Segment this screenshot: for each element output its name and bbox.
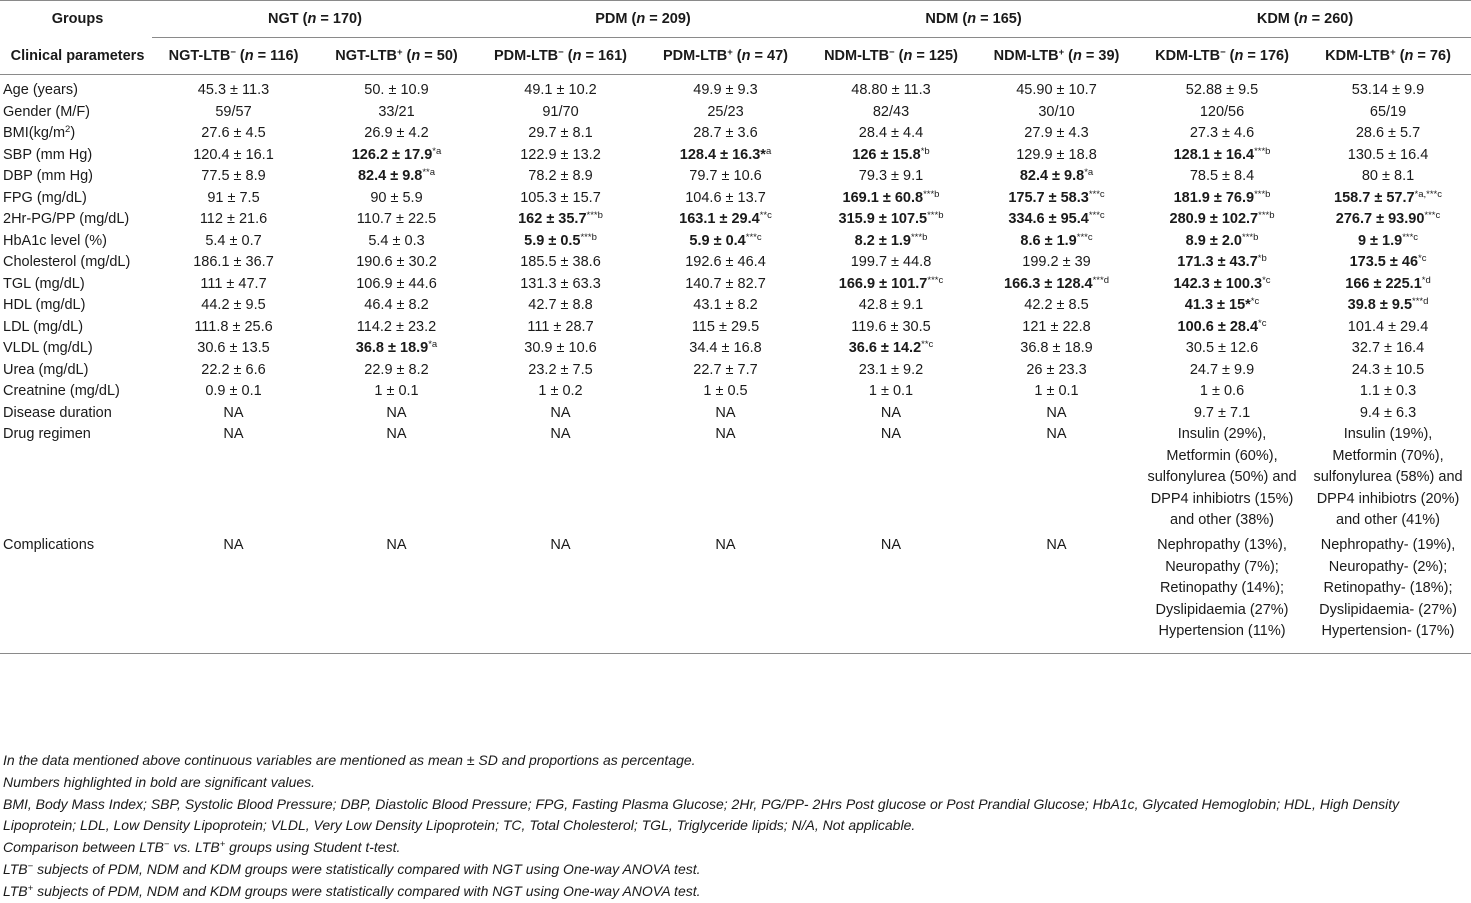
table-cell: NA xyxy=(643,535,808,654)
drug-regimen-kdm-ltb-neg: Insulin (29%), Metformin (60%), sulfonylurea (50%) and DPP4 inhibiotrs (15%) and other (38%) xyxy=(1147,426,1297,528)
table-cell: 30.9 ± 10.6 xyxy=(524,340,597,356)
table-cell: 119.6 ± 30.5 xyxy=(851,318,931,335)
table-cell: 26 ± 23.3 xyxy=(1026,361,1087,378)
row-label: Complications xyxy=(0,535,152,654)
table-row xyxy=(0,166,1471,188)
table-cell: 91/70 xyxy=(542,103,579,120)
table-cell: $82.4 \pm 9.8^{*a}$ xyxy=(1019,167,1094,184)
table-cell: 50. ± 10.9 xyxy=(364,82,429,98)
table-row xyxy=(0,231,1471,253)
table-row xyxy=(0,317,1471,339)
table-cell: 46.4 ± 8.2 xyxy=(364,297,429,313)
table-cell: NA xyxy=(550,404,571,421)
subgroup-header: KDM-LTB+ (n = 76) xyxy=(1305,38,1471,75)
table-cell: $8.2 \pm 1.9^{***b}$ xyxy=(854,231,928,249)
table-cell: 78.5 ± 8.4 xyxy=(1189,168,1255,184)
table-cell: $169.1 \pm 60.8^{***b}$ xyxy=(842,188,940,206)
table-cell: $166 \pm 225.1^{*d}$ xyxy=(1345,274,1431,292)
table-cell: NA xyxy=(715,404,736,421)
row-label: Age (years) xyxy=(3,82,78,98)
table-cell: 190.6 ± 30.2 xyxy=(356,254,437,270)
complications-kdm-ltb-pos: Nephropathy- (19%), Neuropathy- (2%); Retinopathy- (18%); Dyslipidaemia- (27%) Hypertension- (17%) xyxy=(1305,535,1471,654)
table-row xyxy=(0,252,1471,274)
table-cell: 45.90 ± 10.7 xyxy=(1016,82,1097,98)
table-row xyxy=(0,209,1471,231)
table-cell: NA xyxy=(550,426,571,442)
table-cell: 77.5 ± 8.9 xyxy=(201,168,266,184)
table-cell: 101.4 ± 29.4 xyxy=(1347,318,1429,335)
table-cell: $36.6 \pm 14.2^{**c}$ xyxy=(848,339,934,356)
table-cell: 1 ± 0.2 xyxy=(538,383,583,399)
table-cell: 59/57 xyxy=(215,103,252,120)
group-header-ndm: NDM (n = 165) xyxy=(808,1,1139,38)
table-cell: 5.4 ± 0.3 xyxy=(368,232,425,249)
table-cell: 0.9 ± 0.1 xyxy=(205,383,262,399)
table-cell: 79.3 ± 9.1 xyxy=(858,168,924,184)
drug-regimen-kdm-ltb-pos: Insulin (19%), Metformin (70%), sulfonylurea (58%) and DPP4 inhibiotrs (20%) and other (41%) xyxy=(1313,426,1463,528)
table-cell: NA xyxy=(880,426,902,442)
table-cell: 110.7 ± 22.5 xyxy=(356,211,437,227)
table-cell: $171.3 \pm 43.7^{*b}$ xyxy=(1177,253,1267,270)
table-cell: 24.3 ± 10.5 xyxy=(1351,361,1425,378)
table-cell: 90 ± 5.9 xyxy=(370,189,423,206)
table-cell: NA xyxy=(152,535,315,654)
table-cell: 52.88 ± 9.5 xyxy=(1185,82,1259,98)
table-cell: 1 ± 0.5 xyxy=(703,383,748,399)
table-cell: 28.6 ± 5.7 xyxy=(1355,125,1421,141)
subgroup-header: PDM-LTB− (n = 161) xyxy=(478,38,643,75)
table-cell: 65/19 xyxy=(1369,103,1407,120)
table-row xyxy=(0,403,1471,425)
table-footnotes xyxy=(3,750,1463,903)
table-cell: 49.1 ± 10.2 xyxy=(524,82,597,98)
subgroup-header: PDM-LTB+ (n = 47) xyxy=(643,38,808,75)
footnote: BMI, Body Mass Index; SBP, Systolic Blood Pressure; DBP, Diastolic Blood Pressure; FPG, Fasting Plasma Glucose; 2Hr, PG/PP- 2Hrs Post glucose or Post Prandial Glucose; HbA1c, Glycated Hemoglobin; HDL, High Density xyxy=(3,795,1400,812)
table-cell: 112 ± 21.6 xyxy=(199,211,268,227)
table-cell: $315.9 \pm 107.5^{***b}$ xyxy=(838,210,944,227)
table-cell: NA xyxy=(1046,426,1067,442)
table-cell: $276.7 \pm 93.90^{***c}$ xyxy=(1335,210,1441,227)
table-cell: 24.7 ± 9.9 xyxy=(1189,361,1255,378)
table-cell: 42.8 ± 9.1 xyxy=(858,297,924,313)
row-label: Creatnine (mg/dL) xyxy=(3,383,120,399)
table-cell: $162 \pm 35.7^{***b}$ xyxy=(518,210,603,227)
table-row xyxy=(0,123,1471,145)
table-cell: NA xyxy=(478,535,643,654)
table-cell: 5.4 ± 0.7 xyxy=(205,232,262,249)
table-row xyxy=(0,75,1471,102)
table-cell: 26.9 ± 4.2 xyxy=(364,125,429,141)
row-label: TGL (mg/dL) xyxy=(3,275,85,292)
subgroup-header: NGT-LTB− (n = 116) xyxy=(152,38,315,75)
table-cell: 22.7 ± 7.7 xyxy=(693,361,758,378)
row-label: SBP (mm Hg) xyxy=(3,146,93,163)
table-cell: 49.9 ± 9.3 xyxy=(693,82,758,98)
footnote: In the data mentioned above continuous variables are mentioned as mean ± SD and proportions as percentage. xyxy=(3,752,696,768)
table-cell: 42.2 ± 8.5 xyxy=(1024,297,1089,313)
table-cell: 185.5 ± 38.6 xyxy=(520,254,601,270)
table-cell: NA xyxy=(715,426,736,442)
table-body xyxy=(0,75,1471,654)
table-cell: $9 \pm 1.9^{***c}$ xyxy=(1357,231,1419,249)
table-cell: 34.4 ± 16.8 xyxy=(689,340,762,356)
table-cell: 1 ± 0.1 xyxy=(374,383,419,399)
row-label: LDL (mg/dL) xyxy=(3,318,84,335)
table-row xyxy=(0,360,1471,382)
table-cell: 121 ± 22.8 xyxy=(1022,318,1091,335)
table-cell: 1 ± 0.1 xyxy=(868,383,914,399)
table-cell: NA xyxy=(386,404,407,421)
table-cell: 48.80 ± 11.3 xyxy=(851,82,931,98)
subgroup-header: KDM-LTB− (n = 176) xyxy=(1139,38,1305,75)
table-cell: $128.1 \pm 16.4^{***b}$ xyxy=(1173,145,1271,163)
table-cell: 120/56 xyxy=(1199,103,1245,120)
table-cell: $173.5 \pm 46^{*c}$ xyxy=(1349,253,1427,270)
table-cell: NA xyxy=(315,535,478,654)
table-cell: NA xyxy=(223,426,244,442)
table-cell: $158.7 \pm 57.7^{*a,***c}$ xyxy=(1334,188,1443,206)
table-cell: 30.6 ± 13.5 xyxy=(197,340,270,356)
table-cell: 27.9 ± 4.3 xyxy=(1024,125,1089,141)
table-row xyxy=(0,295,1471,317)
table-row xyxy=(0,102,1471,124)
table-cell: $8.9 \pm 2.0^{***b}$ xyxy=(1185,231,1259,249)
table-cell: 140.7 ± 82.7 xyxy=(685,275,766,292)
table-cell: $334.6 \pm 95.4^{***c}$ xyxy=(1008,210,1105,227)
table-cell: 105.3 ± 15.7 xyxy=(520,189,601,206)
row-label: Gender (M/F) xyxy=(3,103,91,120)
table-cell: 41.3 ± 15*$^{*c}$ xyxy=(1184,296,1260,313)
table-cell: 23.1 ± 9.2 xyxy=(858,361,924,378)
row-label: Urea (mg/dL) xyxy=(3,361,89,378)
table-cell: 32.7 ± 16.4 xyxy=(1351,340,1425,356)
table-cell: 128.4 ± 16.3*$^a$ xyxy=(679,145,772,163)
table-cell: 79.7 ± 10.6 xyxy=(689,168,762,184)
table-cell: 28.4 ± 4.4 xyxy=(858,125,924,141)
table-cell: $8.6 \pm 1.9^{***c}$ xyxy=(1020,231,1093,249)
table-cell: $163.1 \pm 29.4^{**c}$ xyxy=(679,210,772,227)
table-row-complications xyxy=(0,535,1471,654)
footnote: LTB+ subjects of PDM, NDM and KDM groups were statistically compared with NGT using One-way ANOVA test. xyxy=(3,882,701,899)
table-cell: 1 ± 0.6 xyxy=(1199,383,1245,399)
row-label: HDL (mg/dL) xyxy=(3,297,86,313)
table-cell: 82/43 xyxy=(872,103,910,120)
table-cell: $175.7 \pm 58.3^{***c}$ xyxy=(1008,188,1105,206)
table-cell: 1.1 ± 0.3 xyxy=(1359,383,1417,399)
footnote: Comparison between LTB− vs. LTB+ groups using Student t-test. xyxy=(3,839,401,856)
table-cell: NA xyxy=(880,404,902,421)
row-label: Cholesterol (mg/dL) xyxy=(3,254,131,270)
table-cell: 45.3 ± 11.3 xyxy=(197,82,270,98)
row-label: HbA1c level (%) xyxy=(3,232,107,249)
table-cell: NA xyxy=(223,404,244,421)
table-cell: 122.9 ± 13.2 xyxy=(520,146,601,163)
table-cell: $100.6 \pm 28.4^{*c}$ xyxy=(1177,317,1267,335)
table-cell: 43.1 ± 8.2 xyxy=(693,297,758,313)
table-cell: $36.8 \pm 18.9^{*a}$ xyxy=(355,339,438,356)
table-cell: 33/21 xyxy=(378,103,415,120)
row-label: VLDL (mg/dL) xyxy=(3,340,93,356)
table-cell: 130.5 ± 16.4 xyxy=(1347,146,1429,163)
clinical-parameters-label: Clinical parameters xyxy=(0,38,152,75)
table-cell: 111 ± 47.7 xyxy=(200,275,267,292)
group-header-row xyxy=(0,1,1471,38)
table-cell: $181.9 \pm 76.9^{***b}$ xyxy=(1173,188,1271,206)
groups-label: Groups xyxy=(0,1,152,38)
table-cell: $280.9 \pm 102.7^{***b}$ xyxy=(1169,210,1275,227)
table-cell: 129.9 ± 18.8 xyxy=(1016,146,1097,163)
table-cell: 9.4 ± 6.3 xyxy=(1359,404,1417,421)
subgroup-header: NGT-LTB+ (n = 50) xyxy=(315,38,478,75)
table-cell: 29.7 ± 8.1 xyxy=(528,125,593,141)
table-cell: $126 \pm 15.8^{*b}$ xyxy=(852,145,930,163)
table-cell: 42.7 ± 8.8 xyxy=(528,297,593,313)
group-header-kdm: KDM (n = 260) xyxy=(1139,1,1471,38)
table-cell: $82.4 \pm 9.8^{**a}$ xyxy=(357,167,436,184)
table-row xyxy=(0,145,1471,167)
table-cell: 22.9 ± 8.2 xyxy=(364,361,429,378)
table-cell: 36.8 ± 18.9 xyxy=(1020,340,1093,356)
row-label: Disease duration xyxy=(3,404,112,421)
table-cell: 30/10 xyxy=(1038,103,1075,120)
table-cell: 80 ± 8.1 xyxy=(1361,168,1415,184)
table-cell: 44.2 ± 9.5 xyxy=(201,297,266,313)
table-cell: $166.9 \pm 101.7^{***c}$ xyxy=(838,274,944,292)
table-row xyxy=(0,274,1471,296)
table-cell: 91 ± 7.5 xyxy=(207,189,260,206)
row-label: $BMI(kg/m^2)$ xyxy=(3,124,76,141)
subgroup-header: NDM-LTB− (n = 125) xyxy=(808,38,974,75)
table-cell: 115 ± 29.5 xyxy=(691,318,760,335)
table-cell: $5.9 \pm 0.5^{***b}$ xyxy=(524,231,597,249)
row-label: 2Hr-PG/PP (mg/dL) xyxy=(3,211,130,227)
group-header-pdm: PDM (n = 209) xyxy=(478,1,808,38)
row-label: DBP (mm Hg) xyxy=(3,168,93,184)
table-cell: 104.6 ± 13.7 xyxy=(685,189,766,206)
table-cell: $126.2 \pm 17.9^{*a}$ xyxy=(351,145,442,163)
table-cell: NA xyxy=(1046,404,1067,421)
table-row xyxy=(0,381,1471,403)
table-cell: 120.4 ± 16.1 xyxy=(193,146,274,163)
group-header-ngt: NGT (n = 170) xyxy=(152,1,478,38)
table-cell: 25/23 xyxy=(707,103,744,120)
table-cell: $39.8 \pm 9.5^{***d}$ xyxy=(1347,296,1429,313)
table-cell: 28.7 ± 3.6 xyxy=(693,125,758,141)
table-cell: 23.2 ± 7.5 xyxy=(528,361,593,378)
table-cell: 27.3 ± 4.6 xyxy=(1189,125,1255,141)
table-cell: $5.9 \pm 0.4^{***c}$ xyxy=(689,231,762,249)
table-cell: 1 ± 0.1 xyxy=(1034,383,1079,399)
footnote: LTB− subjects of PDM, NDM and KDM groups were statistically compared with NGT using One-way ANOVA test. xyxy=(3,860,701,877)
table-cell: 27.6 ± 4.5 xyxy=(201,125,266,141)
table-cell: 131.3 ± 63.3 xyxy=(520,275,601,292)
table-cell: NA xyxy=(974,535,1139,654)
table-cell: NA xyxy=(386,426,407,442)
table-cell: 53.14 ± 9.9 xyxy=(1351,82,1425,98)
table-cell: $166.3 \pm 128.4^{***d}$ xyxy=(1004,274,1109,292)
table-cell: 199.7 ± 44.8 xyxy=(850,254,932,270)
table-cell: 22.2 ± 6.6 xyxy=(201,361,266,378)
table-cell: 111.8 ± 25.6 xyxy=(194,318,273,335)
table-row-drug-regimen xyxy=(0,424,1471,535)
table-cell: 186.1 ± 36.7 xyxy=(193,254,274,270)
table-cell: 78.2 ± 8.9 xyxy=(528,168,593,184)
table-cell: 106.9 ± 44.6 xyxy=(356,275,437,292)
table-cell: 192.6 ± 46.4 xyxy=(685,254,766,270)
table-cell: $142.3 \pm 100.3^{*c}$ xyxy=(1173,274,1271,292)
footnote: Lipoprotein; LDL, Low Density Lipoprotein; VLDL, Very Low Density Lipoprotein; TC, Total Cholesterol; TGL, Triglyceride lipids; N/A, Not applicable. xyxy=(3,817,916,834)
table-cell: 30.5 ± 12.6 xyxy=(1185,340,1259,356)
table-cell: 199.2 ± 39 xyxy=(1022,254,1091,270)
row-label: Drug regimen xyxy=(3,426,91,442)
subgroup-header: NDM-LTB+ (n = 39) xyxy=(974,38,1139,75)
table-cell: 114.2 ± 23.2 xyxy=(356,318,437,335)
table-row xyxy=(0,188,1471,210)
complications-kdm-ltb-neg: Nephropathy (13%), Neuropathy (7%); Retinopathy (14%); Dyslipidaemia (27%) Hypertension (11%) xyxy=(1139,535,1305,654)
table-cell: NA xyxy=(808,535,974,654)
table-cell: 111 ± 28.7 xyxy=(527,318,594,335)
subgroup-header-row xyxy=(0,38,1471,75)
table-row xyxy=(0,338,1471,360)
footnote: Numbers highlighted in bold are significant values. xyxy=(3,773,316,790)
row-label: FPG (mg/dL) xyxy=(3,189,87,206)
table-cell: 9.7 ± 7.1 xyxy=(1193,404,1251,421)
